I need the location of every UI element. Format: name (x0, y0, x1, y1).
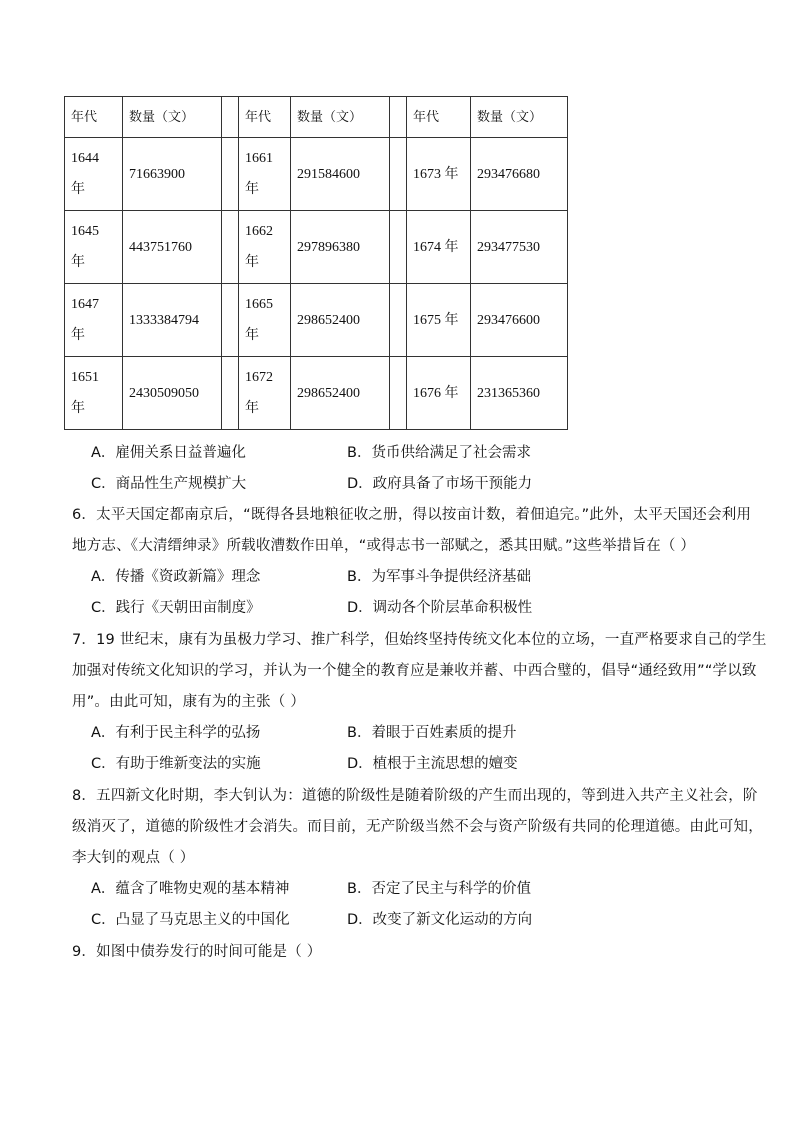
quantity-cell: 71663900 (123, 138, 222, 211)
q7-option-a: A．有利于民主科学的弘扬 (91, 725, 261, 741)
q5-option-c: C．商品性生产规模扩大 (91, 476, 247, 492)
q5-option-d: D．政府具备了市场干预能力 (347, 476, 533, 492)
header-cell: 年代 (65, 97, 123, 138)
q8-option-b: B．否定了民主与科学的价值 (347, 881, 531, 897)
gap-cell (390, 211, 407, 284)
gap-cell (390, 284, 407, 357)
q6-option-d: D．调动各个阶层革命积极性 (347, 600, 533, 616)
q8-stem-line-1: 8．五四新文化时期，李大钊认为：道德的阶级性是随着阶级的产生而出现的，等到进入共产主义社会，阶 (72, 788, 758, 804)
quantity-cell: 293477530 (471, 211, 568, 284)
quantity-cell: 293476600 (471, 284, 568, 357)
header-cell: 数量（文） (471, 97, 568, 138)
header-cell: 年代 (239, 97, 291, 138)
gap-cell (222, 211, 239, 284)
gap-cell (222, 138, 239, 211)
year-cell: 1644 年 (65, 138, 123, 211)
year-cell: 1665 年 (239, 284, 291, 357)
q7-option-d: D．植根于主流思想的嬗变 (347, 756, 518, 772)
table-header-row (65, 97, 568, 138)
table-row (65, 138, 568, 211)
year-cell: 1672 年 (239, 357, 291, 430)
quantity-cell: 443751760 (123, 211, 222, 284)
q8-option-d: D．改变了新文化运动的方向 (347, 912, 533, 928)
year-cell: 1647 年 (65, 284, 123, 357)
q7-stem-line-3: 用”。由此可知，康有为的主张（ ） (72, 694, 306, 710)
q6-option-a: A．传播《资政新篇》理念 (91, 569, 261, 585)
year-cell: 1662 年 (239, 211, 291, 284)
year-cell: 1661 年 (239, 138, 291, 211)
quantity-cell: 291584600 (291, 138, 390, 211)
header-cell: 数量（文） (123, 97, 222, 138)
q6-option-c: C．践行《天朝田亩制度》 (91, 600, 261, 616)
table-row (65, 284, 568, 357)
year-cell: 1674 年 (407, 211, 471, 284)
gap-cell (222, 284, 239, 357)
year-cell: 1645 年 (65, 211, 123, 284)
q9-stem-line-1: 9．如图中债券发行的时间可能是（ ） (72, 944, 322, 960)
quantity-cell: 2430509050 (123, 357, 222, 430)
gap-cell (222, 97, 239, 138)
coin-quantity-table (64, 96, 568, 430)
q5-option-a: A．雇佣关系日益普遍化 (91, 445, 246, 461)
quantity-cell: 231365360 (471, 357, 568, 430)
q8-stem-line-3: 李大钊的观点（ ） (72, 850, 195, 866)
q5-option-b: B．货币供给满足了社会需求 (347, 445, 531, 461)
gap-cell (390, 357, 407, 430)
q6-stem-line-2: 地方志、《大清缙绅录》所载收漕数作田单，“或得志书一部赋之，悉其田赋。”这些举措旨在（ ） (72, 538, 696, 554)
quantity-cell: 298652400 (291, 284, 390, 357)
year-cell: 1675 年 (407, 284, 471, 357)
q8-stem-line-2: 级消灭了，道德的阶级性才会消失。而目前，无产阶级当然不会与资产阶级有共同的伦理道德。由此可知， (72, 819, 763, 835)
quantity-cell: 297896380 (291, 211, 390, 284)
gap-cell (390, 97, 407, 138)
q7-option-b: B．着眼于百姓素质的提升 (347, 725, 517, 741)
q6-option-b: B．为军事斗争提供经济基础 (347, 569, 531, 585)
quantity-cell: 298652400 (291, 357, 390, 430)
year-cell: 1673 年 (407, 138, 471, 211)
quantity-cell: 1333384794 (123, 284, 222, 357)
header-cell: 年代 (407, 97, 471, 138)
quantity-cell: 293476680 (471, 138, 568, 211)
header-cell: 数量（文） (291, 97, 390, 138)
table-row (65, 211, 568, 284)
gap-cell (222, 357, 239, 430)
q7-stem-line-1: 7．19 世纪末，康有为虽极力学习、推广科学，但始终坚持传统文化本位的立场，一直严格要求自己的学生 (72, 632, 767, 648)
q6-stem-line-1: 6．太平天国定都南京后，“既得各县地粮征收之册，得以按亩计数，着佃追完。”此外，太平天国还会利用 (72, 507, 752, 523)
q7-stem-line-2: 加强对传统文化知识的学习，并认为一个健全的教育应是兼收并蓄、中西合璧的，倡导“通经致用”“学以致 (72, 663, 757, 679)
year-cell: 1651 年 (65, 357, 123, 430)
table-row (65, 357, 568, 430)
q8-option-c: C．凸显了马克思主义的中国化 (91, 912, 290, 928)
q7-option-c: C．有助于维新变法的实施 (91, 756, 261, 772)
gap-cell (390, 138, 407, 211)
year-cell: 1676 年 (407, 357, 471, 430)
q8-option-a: A．蕴含了唯物史观的基本精神 (91, 881, 290, 897)
